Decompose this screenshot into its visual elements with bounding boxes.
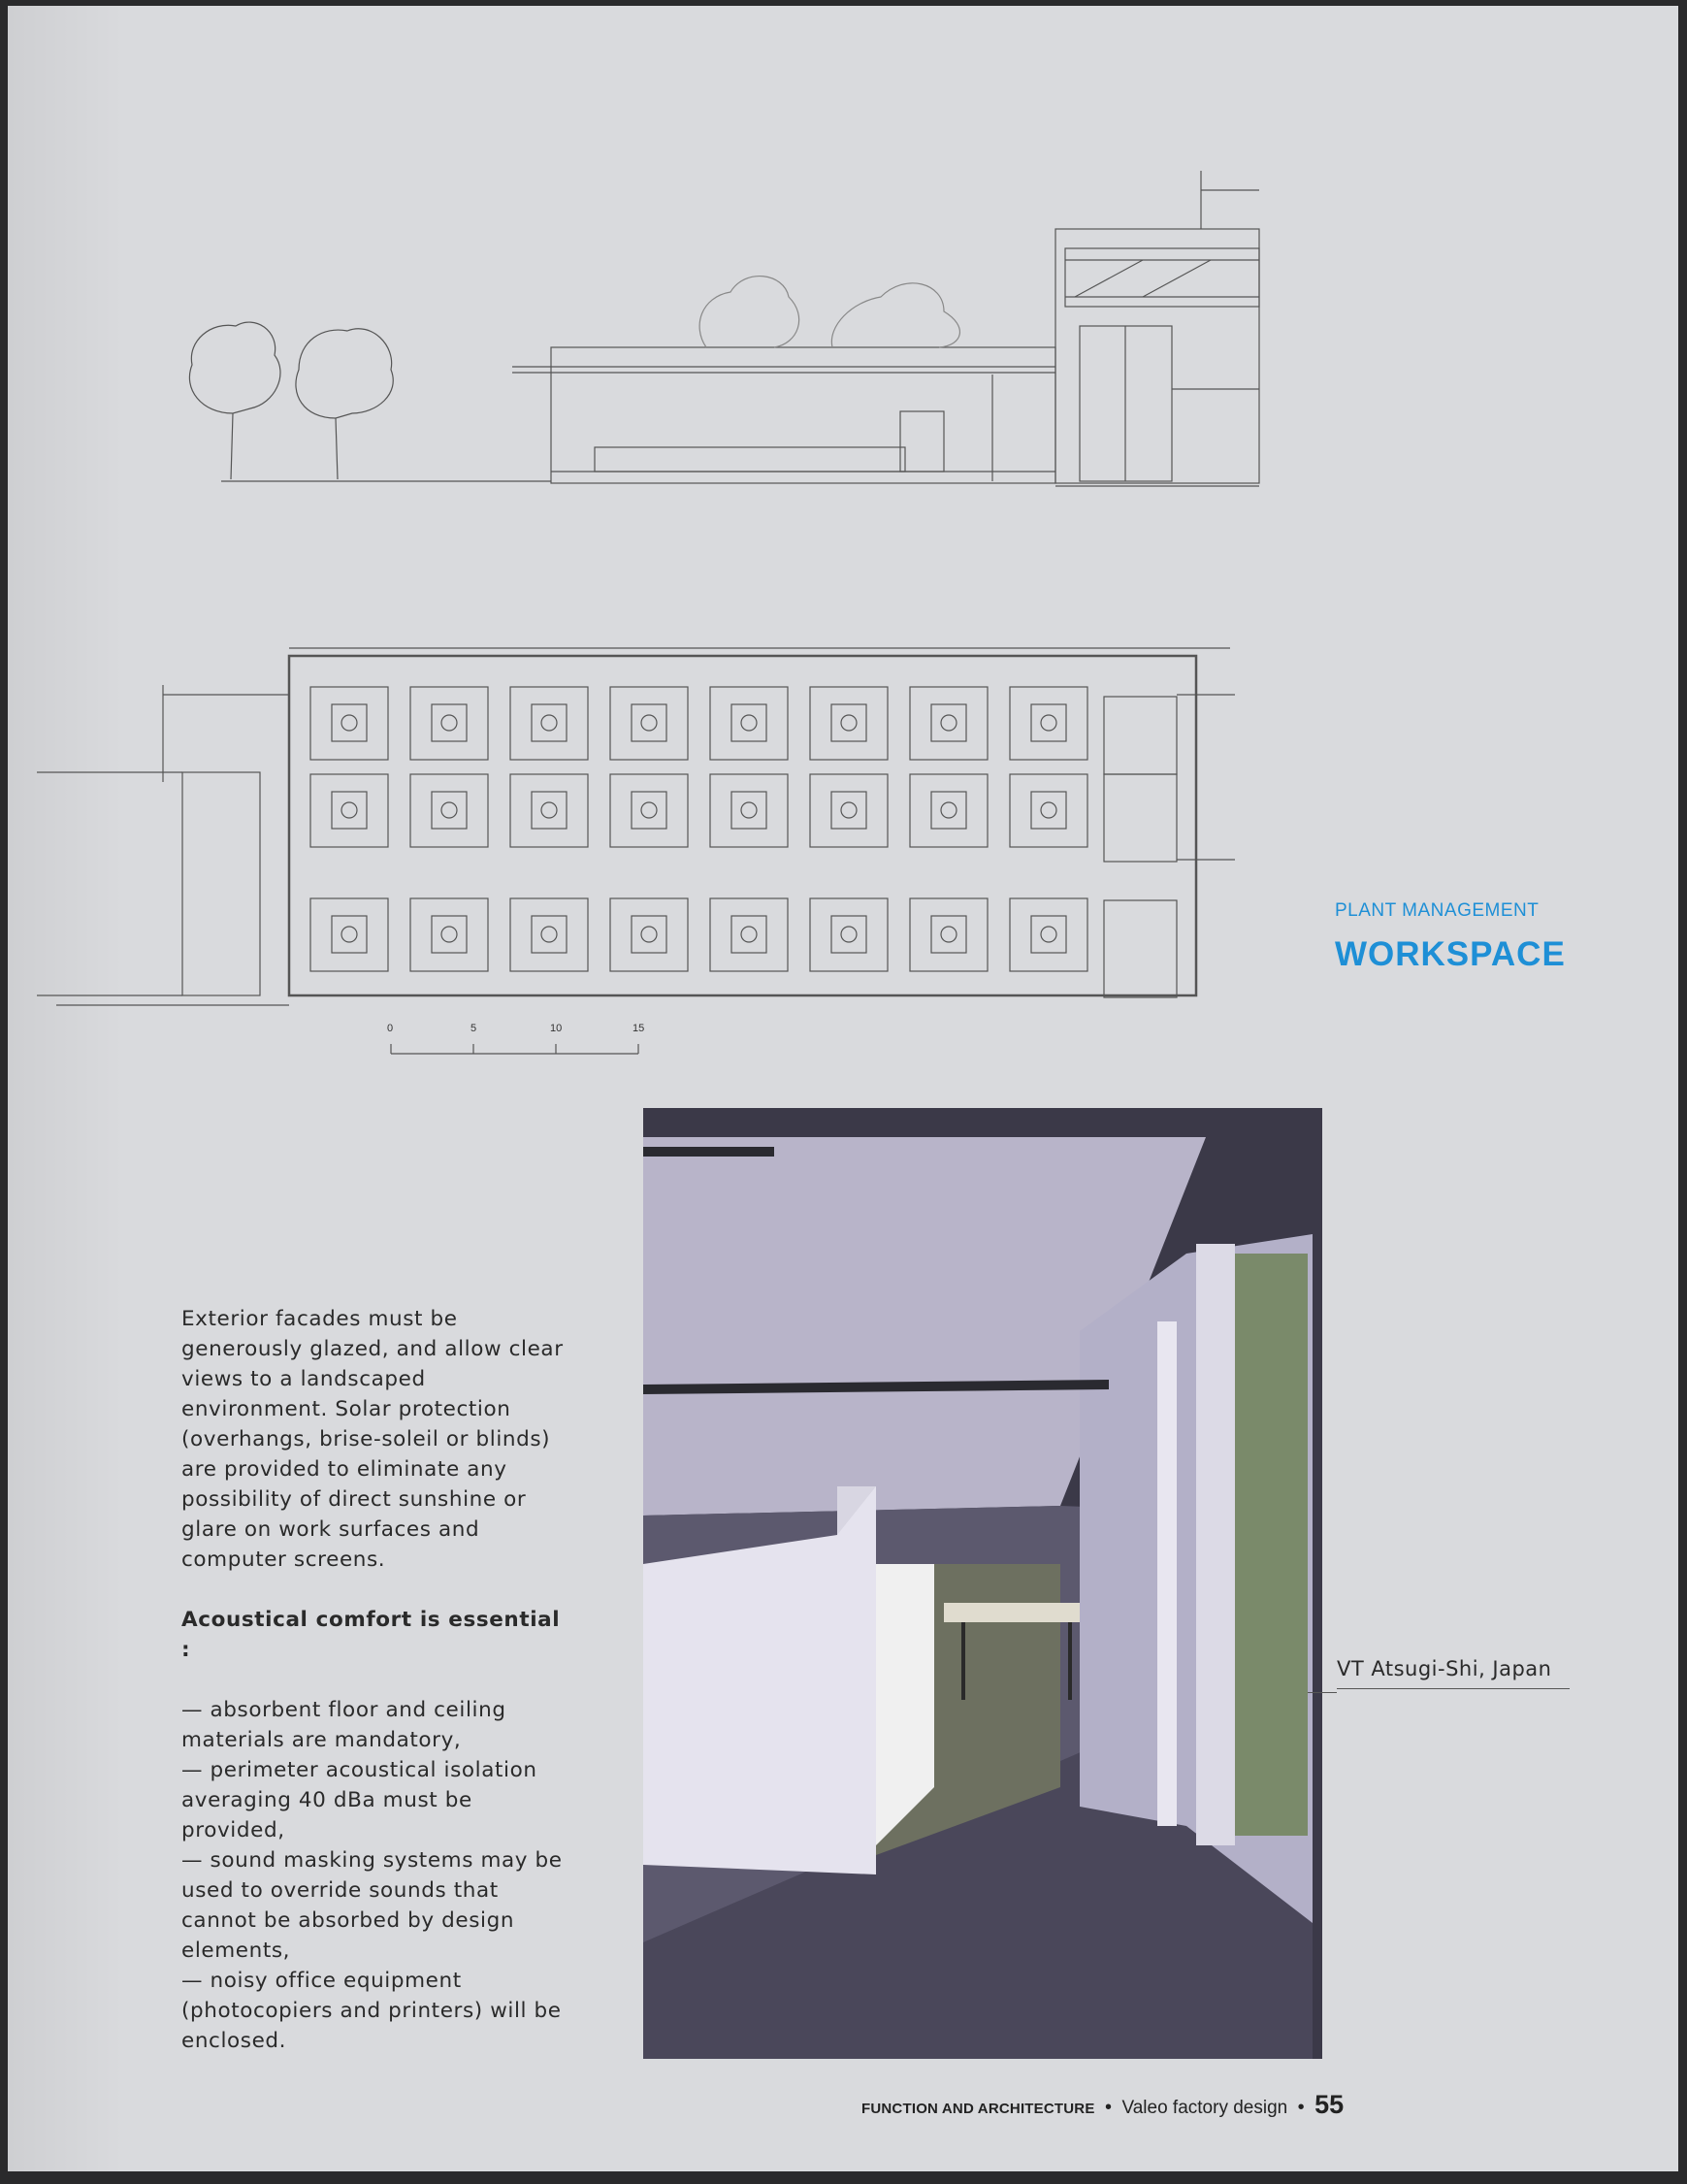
workstation-desk bbox=[432, 704, 467, 741]
workstation-desk bbox=[931, 704, 966, 741]
scale-tick-5: 5 bbox=[470, 1023, 477, 1034]
list-item: — noisy office equipment (photocopiers and printers) will be enclosed. bbox=[181, 1969, 562, 2053]
workstation-hub bbox=[1041, 715, 1056, 731]
workstation-hub bbox=[841, 927, 857, 942]
list-item: — sound masking systems may be used to override sounds that cannot be absorbed by design elements, bbox=[181, 1848, 563, 1963]
workstation-cluster bbox=[610, 774, 688, 847]
body-text bbox=[181, 1304, 569, 2056]
workstation-desk bbox=[1031, 704, 1066, 741]
footer-title: Valeo factory design bbox=[1121, 2098, 1288, 2118]
workstation-desk bbox=[632, 916, 666, 953]
workstation-desk bbox=[332, 792, 367, 829]
list-item: — perimeter acoustical isolation averaging 40 dBa must be provided, bbox=[181, 1758, 537, 1842]
workstation-desk bbox=[1031, 792, 1066, 829]
list-item: — absorbent floor and ceiling materials are mandatory, bbox=[181, 1698, 506, 1752]
workstation-hub bbox=[941, 715, 957, 731]
workstation-hub bbox=[541, 715, 557, 731]
requirements-list bbox=[181, 1695, 569, 2056]
workstation-desk bbox=[532, 792, 567, 829]
caption-leader-line bbox=[1308, 1692, 1337, 1693]
workstation-hub bbox=[741, 927, 757, 942]
scale-tick-0: 0 bbox=[387, 1023, 394, 1034]
workstation-desk bbox=[731, 792, 766, 829]
page-number: 55 bbox=[1314, 2090, 1345, 2119]
workstation-cluster bbox=[710, 687, 788, 760]
workstation-cluster bbox=[610, 687, 688, 760]
workstation-cluster bbox=[510, 774, 588, 847]
workstation-desk bbox=[731, 916, 766, 953]
workstation-hub bbox=[441, 715, 457, 731]
workstation-desk bbox=[831, 792, 866, 829]
workstation-cluster bbox=[910, 774, 988, 847]
interior-photo-graphic bbox=[643, 1108, 1322, 2059]
scale-bar bbox=[391, 1039, 682, 1068]
workstation-cluster bbox=[810, 774, 888, 847]
page bbox=[8, 6, 1678, 2171]
workstation-hub bbox=[441, 802, 457, 818]
tree-left-1 bbox=[189, 322, 280, 479]
workstation-cluster bbox=[1010, 898, 1087, 971]
workstation-hub bbox=[841, 715, 857, 731]
workstation-hub bbox=[841, 802, 857, 818]
workstation-hub bbox=[641, 927, 657, 942]
workstation-cluster bbox=[910, 898, 988, 971]
workstation-desk bbox=[432, 792, 467, 829]
workstation-desk bbox=[532, 704, 567, 741]
workstation-cluster bbox=[410, 898, 488, 971]
workstation-cluster bbox=[710, 774, 788, 847]
interior-photo bbox=[643, 1108, 1322, 2059]
workstation-desk bbox=[731, 704, 766, 741]
workstation-hub bbox=[741, 715, 757, 731]
workstation-desk bbox=[831, 916, 866, 953]
workstation-desk bbox=[831, 704, 866, 741]
tree-left-2 bbox=[296, 329, 393, 479]
page-footer bbox=[861, 2090, 1344, 2120]
workstation-desk bbox=[432, 916, 467, 953]
workstation-cluster bbox=[610, 898, 688, 971]
workstation-hub bbox=[341, 927, 357, 942]
workstation-desk bbox=[532, 916, 567, 953]
workstation-cluster bbox=[310, 898, 388, 971]
workstation-hub bbox=[941, 802, 957, 818]
workstation-hub bbox=[341, 715, 357, 731]
workstation-hub bbox=[541, 927, 557, 942]
intro-paragraph: Exterior facades must be generously glazed, and allow clear views to a landscaped environment. Solar protection (overhangs, brise-soleil or blinds) are provided to eliminate any possibility of direct sunshine or glare on work surfaces and computer screens. bbox=[181, 1307, 564, 1572]
workstation-cluster bbox=[510, 687, 588, 760]
workstation-hub bbox=[1041, 802, 1056, 818]
workstation-cluster bbox=[510, 898, 588, 971]
workstation-cluster bbox=[1010, 774, 1087, 847]
section-elevation-drawing bbox=[8, 6, 1678, 510]
workstation-hub bbox=[541, 802, 557, 818]
workstation-desk bbox=[931, 916, 966, 953]
footer-separator: • bbox=[1105, 2097, 1113, 2118]
workstation-cluster bbox=[810, 898, 888, 971]
workstation-hub bbox=[741, 802, 757, 818]
acoustics-heading: Acoustical comfort is essential : bbox=[181, 1608, 561, 1662]
photo-caption: VT Atsugi-Shi, Japan bbox=[1337, 1657, 1570, 1689]
workstation-desk bbox=[332, 916, 367, 953]
workstation-cluster bbox=[910, 687, 988, 760]
workstation-hub bbox=[941, 927, 957, 942]
section-label: PLANT MANAGEMENT bbox=[1335, 900, 1540, 921]
workstation-cluster bbox=[1010, 687, 1087, 760]
workstation-desk bbox=[332, 704, 367, 741]
workstation-hub bbox=[1041, 927, 1056, 942]
section-title: WORKSPACE bbox=[1335, 935, 1566, 973]
footer-separator: • bbox=[1297, 2097, 1305, 2118]
footer-section: FUNCTION AND ARCHITECTURE bbox=[861, 2101, 1095, 2117]
scale-tick-15: 15 bbox=[633, 1023, 645, 1034]
scale-tick-10: 10 bbox=[550, 1023, 563, 1034]
workstation-hub bbox=[641, 715, 657, 731]
workstation-cluster bbox=[810, 687, 888, 760]
workstation-desk bbox=[632, 792, 666, 829]
workstation-cluster bbox=[410, 774, 488, 847]
workstation-cluster bbox=[710, 898, 788, 971]
workstation-hub bbox=[441, 927, 457, 942]
workstation-cluster bbox=[410, 687, 488, 760]
workstation-desk bbox=[1031, 916, 1066, 953]
workstation-desk bbox=[632, 704, 666, 741]
workstation-hub bbox=[641, 802, 657, 818]
workstation-desk bbox=[931, 792, 966, 829]
workstation-cluster bbox=[310, 687, 388, 760]
workstation-hub bbox=[341, 802, 357, 818]
workstation-grid bbox=[310, 687, 1087, 971]
workstation-cluster bbox=[310, 774, 388, 847]
